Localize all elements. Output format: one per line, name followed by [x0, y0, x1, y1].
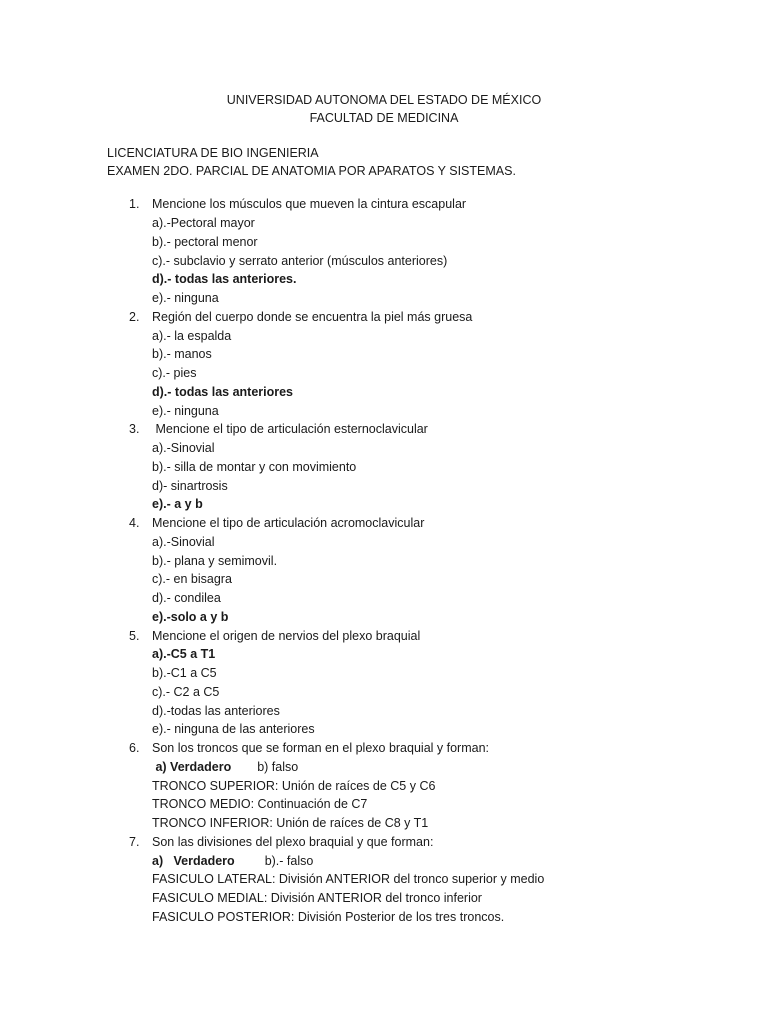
correct-answer-option: a) Verdadero: [152, 760, 232, 774]
true-false-answers: [152, 760, 298, 774]
question-text: Mencione el origen de nervios del plexo braquial: [152, 629, 421, 643]
true-false-answers: [152, 854, 313, 868]
answer-option: b).- silla de montar y con movimiento: [152, 460, 357, 474]
answer-option: b).- manos: [152, 347, 212, 361]
question-text: Mencione los músculos que mueven la cintura escapular: [152, 197, 467, 211]
answer-option: e).- ninguna: [152, 404, 219, 418]
question-number: 6.: [129, 741, 140, 755]
exam-title: EXAMEN 2DO. PARCIAL DE ANATOMIA POR APARATOS Y SISTEMAS.: [107, 164, 516, 178]
question-number: 7.: [129, 835, 140, 849]
correct-answer-option: e).-solo a y b: [152, 610, 229, 624]
answer-option: a).-Sinovial: [152, 441, 215, 455]
detail-line: TRONCO INFERIOR: Unión de raíces de C8 y T1: [152, 816, 429, 830]
answer-option: c).- subclavio y serrato anterior (músculos anteriores): [152, 254, 448, 268]
question-number: 4.: [129, 516, 140, 530]
answer-option: b).- falso: [264, 854, 314, 868]
correct-answer-option: d).- todas las anteriores.: [152, 272, 297, 286]
answer-option: b).- plana y semimovil.: [152, 554, 278, 568]
answer-option: c).- en bisagra: [152, 572, 232, 586]
question-text: Mencione el tipo de articulación acromoclavicular: [152, 516, 425, 530]
university-title: UNIVERSIDAD AUTONOMA DEL ESTADO DE MÉXICO: [226, 93, 542, 107]
answer-option: c).- pies: [152, 366, 197, 380]
correct-answer-option: d).- todas las anteriores: [152, 385, 294, 399]
detail-line: FASICULO LATERAL: División ANTERIOR del tronco superior y medio: [152, 872, 545, 886]
answer-option: d)- sinartrosis: [152, 479, 228, 493]
answer-option: b) falso: [257, 760, 299, 774]
correct-answer-option: a).-C5 a T1: [152, 647, 216, 661]
question-number: 1.: [129, 197, 140, 211]
detail-line: FASICULO MEDIAL: División ANTERIOR del tronco inferior: [152, 891, 482, 905]
question-text: Mencione el tipo de articulación esternoclavicular: [152, 422, 428, 436]
detail-line: TRONCO SUPERIOR: Unión de raíces de C5 y C6: [152, 779, 436, 793]
answer-option: c).- C2 a C5: [152, 685, 220, 699]
answer-option: e).- ninguna de las anteriores: [152, 722, 315, 736]
answer-option: b).-C1 a C5: [152, 666, 217, 680]
answer-option: d).-todas las anteriores: [152, 704, 280, 718]
answer-option: a).-Pectoral mayor: [152, 216, 255, 230]
answer-option: a).-Sinovial: [152, 535, 215, 549]
question-text: Son las divisiones del plexo braquial y que forman:: [152, 835, 434, 849]
detail-line: FASICULO POSTERIOR: División Posterior de los tres troncos.: [152, 910, 505, 924]
program-line: LICENCIATURA DE BIO INGENIERIA: [107, 146, 319, 160]
detail-line: TRONCO MEDIO: Continuación de C7: [152, 797, 368, 811]
correct-answer-option: a) Verdadero: [152, 854, 235, 868]
answer-option: e).- ninguna: [152, 291, 219, 305]
question-text: Región del cuerpo donde se encuentra la piel más gruesa: [152, 310, 473, 324]
answer-option: b).- pectoral menor: [152, 235, 258, 249]
question-text: Son los troncos que se forman en el plexo braquial y forman:: [152, 741, 489, 755]
question-number: 2.: [129, 310, 140, 324]
question-number: 3.: [129, 422, 140, 436]
answer-option: d).- condilea: [152, 591, 221, 605]
question-number: 5.: [129, 629, 140, 643]
faculty-title: FACULTAD DE MEDICINA: [309, 111, 459, 125]
correct-answer-option: e).- a y b: [152, 497, 203, 511]
answer-option: a).- la espalda: [152, 329, 232, 343]
